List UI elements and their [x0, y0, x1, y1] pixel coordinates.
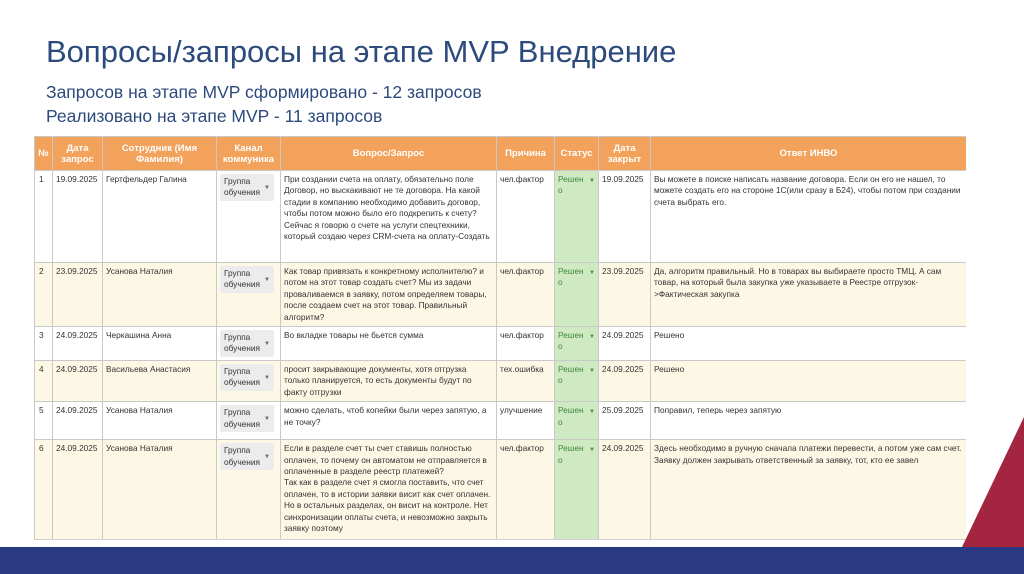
cell-closed-date: 19.09.2025: [599, 171, 651, 263]
header-reason: Причина: [497, 137, 555, 171]
cell-answer: Поправил, теперь через запятую: [651, 402, 967, 440]
requests-table-container: [34, 136, 966, 540]
status-dropdown[interactable]: [558, 443, 595, 466]
cell-question: Как товар привязать к конкретному исполнителю? и потом на этот товар создать счет? Мы из задачи проваливаемся в заявку, потом определяем товары, после создаем счет на этот товар. Правильный алгоритм?: [281, 263, 497, 327]
subtitle-requests-implemented: Реализовано на этапе MVP - 11 запросов: [46, 106, 383, 126]
status-value: Решено: [558, 330, 584, 352]
header-channel: Канал коммуника: [217, 137, 281, 171]
cell-date: 24.09.2025: [53, 402, 103, 440]
cell-status[interactable]: [555, 402, 599, 440]
cell-reason: тех.ошибка: [497, 361, 555, 402]
channel-value: Группа обучения: [224, 268, 260, 290]
cell-closed-date: 24.09.2025: [599, 440, 651, 540]
channel-value: Группа обучения: [224, 445, 260, 467]
channel-dropdown[interactable]: [220, 364, 274, 391]
cell-closed-date: 23.09.2025: [599, 263, 651, 327]
cell-date: 24.09.2025: [53, 440, 103, 540]
chevron-down-icon: ▼: [264, 416, 270, 423]
cell-closed-date: 25.09.2025: [599, 402, 651, 440]
chevron-down-icon: ▼: [264, 277, 270, 283]
cell-employee: Усанова Наталия: [103, 263, 217, 327]
chevron-down-icon: ▼: [589, 368, 595, 375]
cell-num: 2: [35, 263, 53, 327]
status-value: Решено: [558, 174, 584, 196]
status-value: Решено: [558, 405, 584, 427]
header-status: Статус: [555, 137, 599, 171]
chevron-down-icon: ▼: [589, 334, 595, 341]
cell-answer: Вы можете в поиске написать название договора. Если он его не нашел, то можете создать его на стороне 1С(или сразу в Б24), чтобы потом при создании счета выбрать его.: [651, 171, 967, 263]
cell-employee: Гертфельдер Галина: [103, 171, 217, 263]
cell-num: 5: [35, 402, 53, 440]
status-dropdown[interactable]: [558, 364, 595, 387]
slide-title: Вопросы/запросы на этапе MVP Внедрение: [46, 34, 677, 69]
header-answer: Ответ ИНВО: [651, 137, 967, 171]
cell-reason: чел.фактор: [497, 263, 555, 327]
chevron-down-icon: ▼: [589, 178, 595, 184]
status-dropdown[interactable]: [558, 405, 595, 428]
cell-employee: Черкашина Анна: [103, 327, 217, 361]
cell-answer: Здесь необходимо в ручную сначала платежи перевести, а потом уже сам счет. Заявку должен закрывать ответственный за заявку, тот, кто ее завел: [651, 440, 967, 540]
channel-value: Группа обучения: [224, 366, 260, 388]
status-dropdown[interactable]: [558, 266, 595, 289]
channel-dropdown[interactable]: [220, 174, 274, 201]
cell-answer: Решено: [651, 327, 967, 361]
cell-reason: чел.фактор: [497, 440, 555, 540]
cell-num: 3: [35, 327, 53, 361]
cell-employee: Усанова Наталия: [103, 440, 217, 540]
channel-dropdown[interactable]: [220, 266, 274, 293]
cell-question: При создании счета на оплату, обязательно поле Договор, но выскакивают не те договора. На какой стадии в компанию необходимо добавить договор, чтобы потом можно было его подкрепить к счету? Сейчас я говорю о счете на услуги спецтехники, который создаю через CRM-счета на оплату-Создать: [281, 171, 497, 263]
cell-answer: Решено: [651, 361, 967, 402]
cell-date: 24.09.2025: [53, 361, 103, 402]
decorative-triangle: [962, 417, 1024, 547]
cell-channel: [217, 327, 281, 361]
cell-channel: [217, 440, 281, 540]
channel-dropdown[interactable]: [220, 405, 274, 432]
cell-question: Если в разделе счет ты счет ставишь полностью оплачен, то почему он автоматом не отправляется в оплаченные в разделе реестр платежей? Так как в разделе счет я смогла поставить, что счет оплачен, то в истории заявки висит как счет оплачен. Но в остальных разделах, он висит на контроле. Нет синхронизации оплаты счета, и невозможно закрыть заявку поэтому: [281, 440, 497, 540]
cell-question: Во вкладке товары не бьется сумма: [281, 327, 497, 361]
chevron-down-icon: ▼: [589, 270, 595, 276]
cell-question: просит закрывающие документы, хотя отгрузка только планируется, то есть документы будут по факту отгрузки: [281, 361, 497, 402]
cell-channel: [217, 402, 281, 440]
cell-closed-date: 24.09.2025: [599, 327, 651, 361]
cell-date: 24.09.2025: [53, 327, 103, 361]
chevron-down-icon: ▼: [264, 185, 270, 191]
chevron-down-icon: ▼: [264, 454, 270, 461]
table-row: [35, 171, 967, 263]
status-value: Решено: [558, 364, 584, 386]
table-row: [35, 327, 967, 361]
cell-employee: Усанова Наталия: [103, 402, 217, 440]
chevron-down-icon: ▼: [589, 409, 595, 416]
cell-date: 23.09.2025: [53, 263, 103, 327]
header-question: Вопрос/Запрос: [281, 137, 497, 171]
cell-channel: [217, 263, 281, 327]
status-dropdown[interactable]: [558, 330, 595, 353]
header-employee: Сотрудник (Имя Фамилия): [103, 137, 217, 171]
cell-status[interactable]: [555, 263, 599, 327]
cell-status[interactable]: [555, 440, 599, 540]
chevron-down-icon: ▼: [589, 447, 595, 454]
table-row: [35, 402, 967, 440]
cell-channel: [217, 361, 281, 402]
chevron-down-icon: ▼: [264, 341, 270, 348]
cell-num: 4: [35, 361, 53, 402]
channel-value: Группа обучения: [224, 176, 260, 198]
cell-status[interactable]: [555, 171, 599, 263]
requests-table: [34, 136, 966, 540]
header-closed: Дата закрыт: [599, 137, 651, 171]
footer-bar: [0, 547, 1024, 574]
status-value: Решено: [558, 443, 584, 465]
cell-reason: чел.фактор: [497, 327, 555, 361]
channel-value: Группа обучения: [224, 407, 260, 429]
status-dropdown[interactable]: [558, 174, 595, 197]
cell-date: 19.09.2025: [53, 171, 103, 263]
subtitle-requests-formed: Запросов на этапе MVP сформировано - 12 запросов: [46, 82, 482, 102]
cell-reason: улучшение: [497, 402, 555, 440]
status-value: Решено: [558, 266, 584, 288]
cell-num: 1: [35, 171, 53, 263]
cell-num: 6: [35, 440, 53, 540]
chevron-down-icon: ▼: [264, 375, 270, 382]
table-row: [35, 361, 967, 402]
table-row: [35, 263, 967, 327]
cell-answer: Да, алгоритм правильный. Но в товарах вы выбираете просто ТМЦ. А сам товар, на который была закупка уже указываете в Реестре отгрузок->Фактическая закупка: [651, 263, 967, 327]
channel-dropdown[interactable]: [220, 443, 274, 470]
cell-reason: чел.фактор: [497, 171, 555, 263]
cell-channel: [217, 171, 281, 263]
cell-question: можно сделать, чтоб копейки были через запятую, а не точку?: [281, 402, 497, 440]
cell-status[interactable]: [555, 361, 599, 402]
header-num: №: [35, 137, 53, 171]
table-header-row: [35, 137, 967, 171]
cell-closed-date: 24.09.2025: [599, 361, 651, 402]
channel-dropdown[interactable]: [220, 330, 274, 357]
cell-status[interactable]: [555, 327, 599, 361]
cell-employee: Васильева Анастасия: [103, 361, 217, 402]
header-date: Дата запрос: [53, 137, 103, 171]
table-row: [35, 440, 967, 540]
channel-value: Группа обучения: [224, 332, 260, 354]
